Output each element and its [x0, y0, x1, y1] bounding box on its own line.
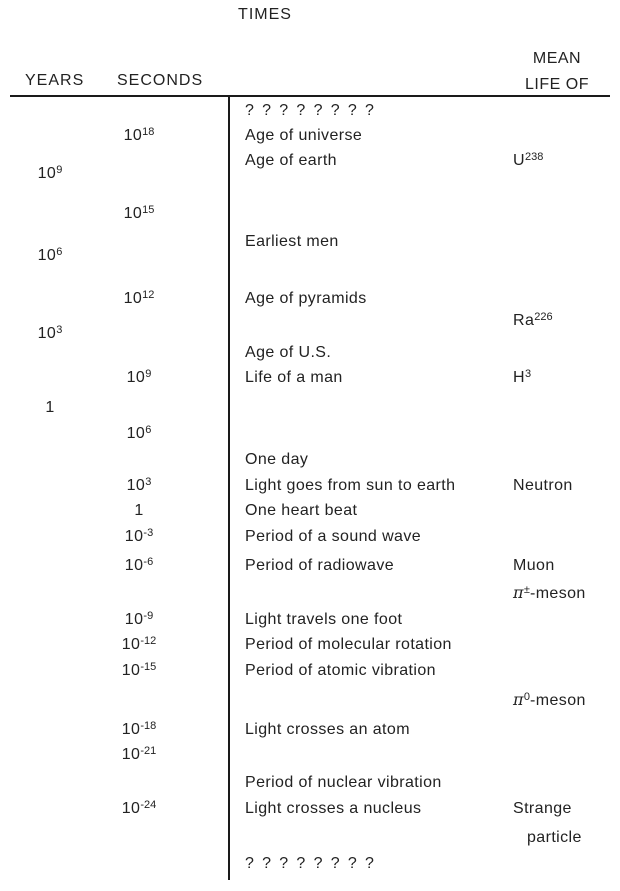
event-label: ? ? ? ? ? ? ? ? [245, 855, 375, 872]
years-value: $10^6$ [37, 245, 63, 264]
ladder-row [0, 125, 620, 146]
ladder-row [0, 609, 620, 630]
ladder-row [0, 345, 620, 363]
ladder-row [0, 798, 620, 819]
seconds-value: $10^3$ [126, 475, 152, 494]
seconds-value: $10^{12}$ [123, 288, 155, 307]
event-label: Period of a sound wave [245, 528, 422, 545]
event-label: One day [245, 451, 309, 468]
seconds-value: $10^{15}$ [123, 203, 155, 222]
mean-life-value: π±-meson [513, 583, 586, 602]
years-value: $10^3$ [37, 323, 63, 342]
event-label: Age of earth [245, 152, 337, 169]
ladder-row [0, 719, 620, 740]
event-label: ? ? ? ? ? ? ? ? [245, 102, 375, 119]
seconds-value: 1 [134, 502, 144, 519]
col-header-mean-line1: MEAN [532, 50, 582, 67]
event-label: Earliest men [245, 233, 339, 250]
event-label: One heart beat [245, 502, 358, 519]
ladder-row [0, 245, 620, 266]
seconds-value: $10^9$ [126, 367, 152, 386]
mean-life-value: Strange [513, 800, 572, 817]
seconds-value: $10^{-24}$ [121, 798, 157, 817]
event-label: Light goes from sun to earth [245, 477, 456, 494]
event-label: Light crosses a nucleus [245, 800, 422, 817]
years-value: 1 [45, 399, 55, 416]
ladder-row [0, 163, 620, 184]
ladder-row [0, 288, 620, 309]
event-label: Age of pyramids [245, 290, 367, 307]
col-header-mean-life [500, 46, 614, 98]
ladder-row [0, 634, 620, 655]
event-label: Age of universe [245, 127, 363, 144]
ladder-row [0, 585, 620, 603]
event-label: Period of nuclear vibration [245, 774, 442, 791]
ladder-row [0, 526, 620, 547]
event-label: Light crosses an atom [245, 721, 410, 738]
col-header-mean-line2: LIFE OF [525, 76, 589, 93]
seconds-value: $10^{-9}$ [124, 609, 154, 628]
col-header-years: YEARS [25, 72, 85, 89]
ladder-row [0, 744, 620, 765]
ladder-row [0, 423, 620, 444]
seconds-value: $10^{-18}$ [121, 719, 157, 738]
ladder-row [0, 856, 620, 874]
header-rule [10, 95, 610, 97]
years-value: $10^9$ [37, 163, 63, 182]
seconds-value: $10^{18}$ [123, 125, 155, 144]
ladder-row [0, 103, 620, 121]
seconds-value: $10^{-3}$ [124, 526, 154, 545]
event-label: Age of U.S. [245, 344, 332, 361]
ladder-row [0, 452, 620, 470]
event-label: Life of a man [245, 369, 343, 386]
mean-life-value: Ra$^{226}$ [513, 310, 553, 329]
ladder-row [0, 830, 620, 848]
event-label: Light travels one foot [245, 611, 403, 628]
ladder-row [0, 503, 620, 521]
figure-title: TIMES [238, 6, 292, 23]
seconds-value: $10^{-6}$ [124, 555, 154, 574]
ladder-row [0, 555, 620, 576]
ladder-row [0, 775, 620, 793]
mean-life-value: $H^3$ [513, 367, 532, 386]
event-label: Period of atomic vibration [245, 662, 436, 679]
mean-life-value: particle [527, 829, 582, 846]
ladder-row [0, 400, 620, 418]
mean-life-value: Muon [513, 557, 555, 574]
ladder-row [0, 692, 620, 710]
seconds-value: $10^{-21}$ [121, 744, 157, 763]
ladder-row [0, 323, 620, 344]
ladder-row [0, 367, 620, 388]
seconds-value: $10^{-12}$ [121, 634, 157, 653]
mean-life-value: Neutron [513, 477, 573, 494]
mean-life-value: $\pi^0$-meson [513, 690, 586, 709]
seconds-value: $10^{-15}$ [121, 660, 157, 679]
ladder-row [0, 660, 620, 681]
seconds-value: $10^6$ [126, 423, 152, 442]
event-label: Period of radiowave [245, 557, 395, 574]
col-header-seconds: SECONDS [117, 72, 204, 89]
ladder-row [0, 203, 620, 224]
event-label: Period of molecular rotation [245, 636, 452, 653]
mean-life-value: $U^{238}$ [513, 150, 544, 169]
ladder-row [0, 475, 620, 496]
